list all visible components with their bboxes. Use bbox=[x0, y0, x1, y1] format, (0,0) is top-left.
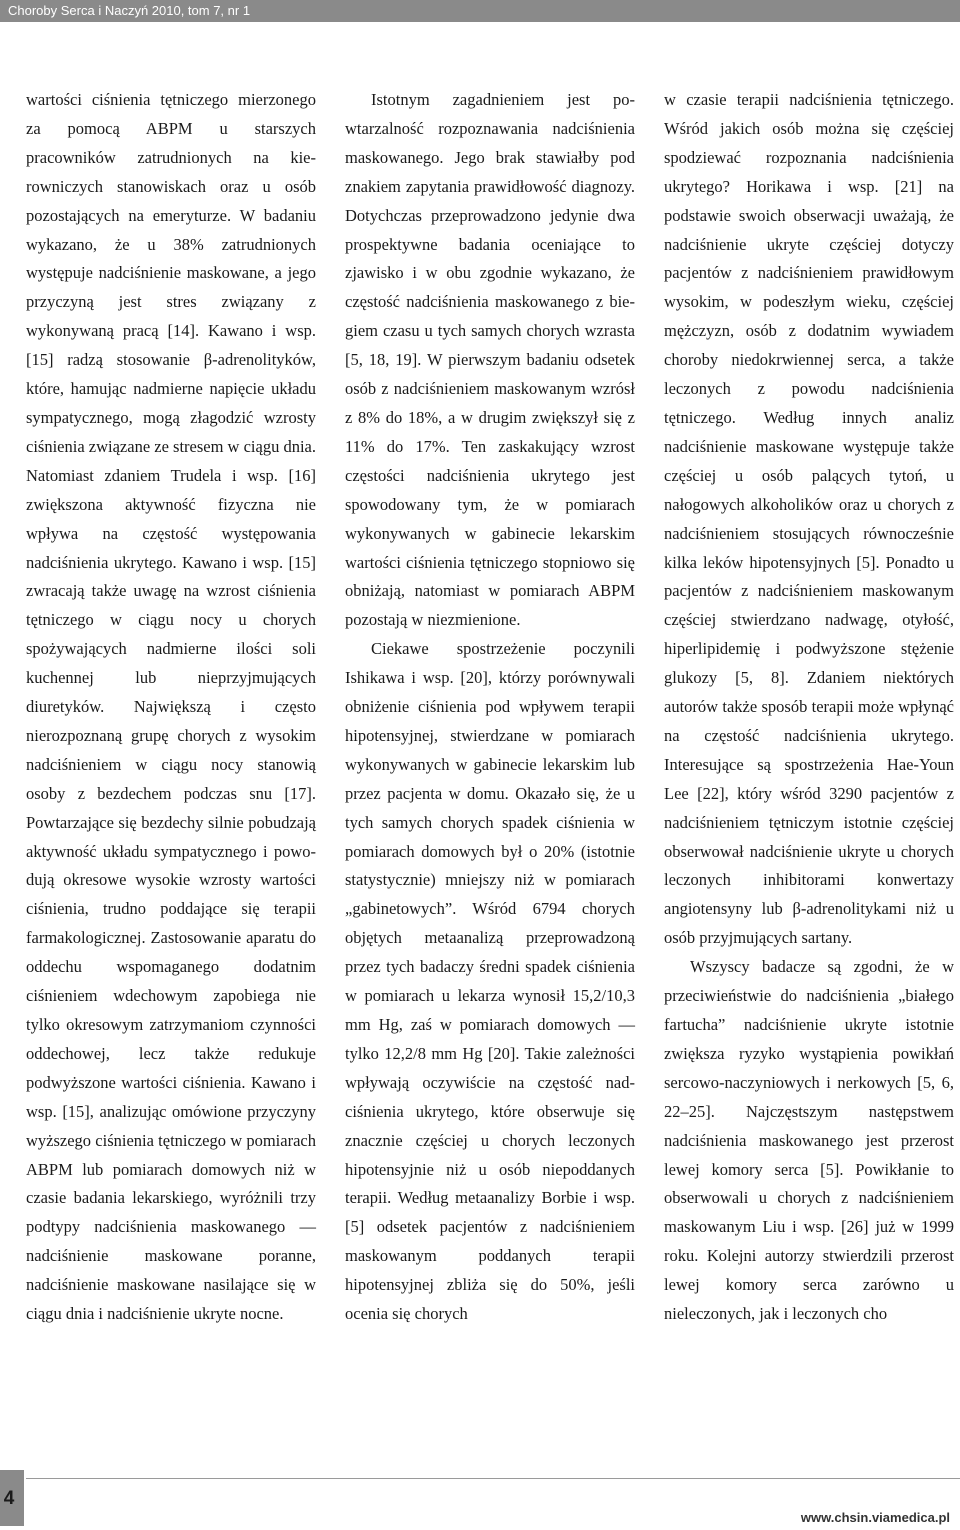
text-column-3 bbox=[664, 86, 954, 1329]
journal-header-bar bbox=[0, 0, 960, 22]
paragraph: w czasie terapii nadciśnienia tętniczego. Wśród jakich osób można się częściej spodziewać rozpoznania nadciśnienia ukrytego? Horikawa i wsp. [21] na podstawie swoich obserwacji uważają, że nadciśnienie ukryte częściej dotyczy pacjentów z nadciśnieniem prawidłowym wysokim, w podeszłym wieku, częściej mężczyzn, osób z dodatnim wywiadem choroby niedokrwiennej serca, a także leczonych z powodu nadciśnienia tętniczego. Według innych analiz nadciśnienie maskowane występuje także częściej u osób palących tytoń, u nałogowych alkoholików oraz u chorych z nadciśnieniem stosujących równocześnie kilka leków hipotensyjnych [5]. Ponadto u pacjentów z nadciśnieniem maskowanym częściej stwierdzano nadwagę, otyłość, hiperlipidemię i podwyższone stężenie glukozy [5, 8]. Zdaniem niektórych autorów także sposób terapii może wpłynąć na częstość nadciśnienia ukrytego. Interesujące są spostrzeżenia Hae-Youn Lee [22], który wśród 3290 pacjentów z nadciśnieniem tętniczym istotnie częściej obserwował nadciśnienie ukryte u chorych leczonych inhibitorami konwertazy angiotensyny lub β-adrenolitykami niż u osób przyjmujących sartany. bbox=[664, 90, 954, 948]
page-number: 4 bbox=[3, 1488, 15, 1509]
paragraph: Ciekawe spostrzeżenie poczynili Ishikawa i wsp. [20], którzy porównywali obniżenie ciśnienia pod wpływem terapii hipotensyjnej, stwierdzane w pomiarach wykonywanych w gabinecie lekarskim lub przez pacjenta w domu. Okazało się, że u tych samych chorych spadek ciśnienia w pomiarach domowych był o 20% (istotnie statystycznie) mniejszy niż w pomiarach „gabinetowych”. Wśród 6794 chorych objętych metaanalizą przeprowadzoną przez tych badaczy średni spadek ciśnienia w pomiarach u lekarza wynosił 15,2/10,3 mm Hg, zaś w pomiarach domowych — tylko 12,2/8 mm Hg [20]. Takie zależności wpływają oczywiście na częstość nadciśnienia ukrytego, które obserwuje się znacznie częściej u chorych leczonych hipotensyjnie niż u osób niepoddanych terapii. Według metaanalizy Borbie i wsp. [5] odsetek pacjentów z nadciśnieniem maskowanym poddanych terapii hipotensyjnej zbliża się do 50%, jeśli ocenia się chorych bbox=[345, 639, 635, 1324]
text-column-1 bbox=[26, 86, 316, 1329]
footer-rule bbox=[26, 1478, 960, 1479]
journal-title: Choroby Serca i Naczyń 2010, tom 7, nr 1 bbox=[8, 3, 251, 18]
footer-website: www.chsin.viamedica.pl bbox=[800, 1510, 950, 1525]
paragraph: wartości ciśnienia tętniczego mierzonego za pomocą ABPM u starszych pracowników zatrudnionych na kierowniczych stanowiskach oraz u osób pozostających na emeryturze. W badaniu wykazano, że u 38% zatrudnionych występuje nadciśnienie maskowane, a jego przyczyną jest stres związany z wykonywaną pracą [14]. Kawano i wsp. [15] radzą stosowanie β-adrenolityków, które, hamując nadmierne napięcie układu sympatycznego, mogą złagodzić wzrosty ciśnienia związane ze stresem w ciągu dnia. Natomiast zdaniem Trudela i wsp. [16] zwiększona aktywność fizyczna nie wpływa na częstość występowania nadciśnienia ukrytego. Kawano i wsp. [15] zwracają także uwagę na wzrost ciśnienia tętniczego w ciągu nocy u chorych spożywających nadmierne ilości soli kuchennej lub nieprzyjmujących diuretyków. Największą i często nierozpoznaną grupę chorych z wysokim nadciśnieniem w ciągu nocy stanowią osoby z bezdechem podczas snu [17]. Powtarzające się bezdechy silnie pobudzają aktywność układu sympatycznego i powodują okresowe wysokie wzrosty wartości ciśnienia, trudno poddające się terapii farmakologicznej. Zastosowanie aparatu do oddechu wspomaganego dodatnim ciśnieniem wdechowym zapobiega nie tylko okresowym zatrzymaniom czynności oddechowej, lecz także redukuje podwyższone wartości ciśnienia. Kawano i wsp. [15], analizując omówione przyczyny wyższego ciśnienia tętniczego w pomiarach ABPM lub pomiarach domowych niż w czasie badania lekarskiego, wyróżnili trzy podtypy nadciśnienia maskowanego — nadciśnienie maskowane poranne, nadciśnienie maskowane nasilające się w ciągu dnia i nadciśnienie ukryte nocne. bbox=[26, 90, 316, 1324]
paragraph: Wszyscy badacze są zgodni, że w przeciwieństwie do nadciśnienia „białego fartucha” nadciśnienie ukryte istotnie zwiększa ryzyko wystąpienia powikłań sercowo-naczyniowych i nerkowych [5, 6, 22–25]. Najczęstszym następstwem nadciśnienia maskowanego jest przerost lewej komory serca [5]. Powikłanie to obserwowali u chorych z nadciśnieniem maskowanym Liu i wsp. [26] już w 1999 roku. Kolejni autorzy stwierdzili przerost lewej komory serca zarówno u nieleczonych, jak i leczonych cho bbox=[664, 957, 954, 1324]
text-column-2 bbox=[345, 86, 635, 1329]
paragraph: Istotnym zagadnieniem jest powtarzalność rozpoznawania nadciśnienia maskowanego. Jego brak stawiałby pod znakiem zapytania prawidłowość diagnozy. Dotychczas przeprowadzono jedynie dwa prospektywne badania oceniające to zjawisko i w obu zgodnie wykazano, że częstość nadciśnienia maskowanego z biegiem czasu u tych samych chorych wzrasta [5, 18, 19]. W pierwszym badaniu odsetek osób z nadciśnieniem maskowanym wzrósł z 8% do 18%, a w drugim zwiększył się z 11% do 17%. Ten zaskakujący wzrost częstości nadciśnienia ukrytego jest spowodowany tym, że w pomiarach wykonywanych w gabinecie lekarskim wartości ciśnienia tętniczego stopniowo się obniżają, natomiast w pomiarach ABPM pozostają w niezmienione. bbox=[345, 90, 635, 630]
